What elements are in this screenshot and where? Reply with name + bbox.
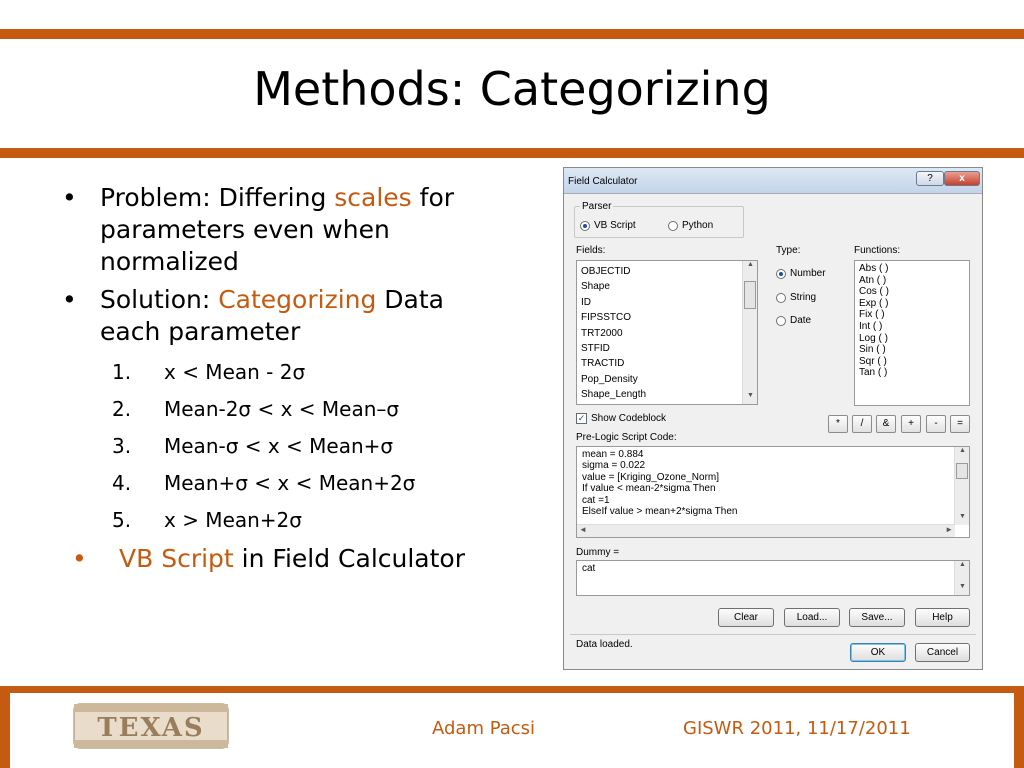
type-label: Type:	[776, 245, 801, 256]
numbered-item: 2. Mean-2σ < x < Mean–σ	[112, 397, 400, 421]
equals-button[interactable]: =	[950, 415, 970, 433]
pre-logic-label: Pre-Logic Script Code:	[576, 432, 677, 443]
list-item[interactable]: Shape_Length	[581, 389, 647, 401]
code-hscrollbar[interactable]	[577, 524, 955, 537]
radio-selected-icon	[580, 221, 590, 231]
radio-selected-icon	[776, 269, 786, 279]
top-accent-bar	[0, 29, 1024, 39]
ok-button[interactable]: OK	[850, 643, 906, 662]
divide-button[interactable]: /	[852, 415, 872, 433]
bullet-dot-icon: •	[62, 285, 77, 314]
numbered-item: 3. Mean-σ < x < Mean+σ	[112, 434, 394, 458]
status-text: Data loaded.	[576, 639, 633, 650]
numbered-list	[62, 354, 502, 539]
numbered-item: 1. x < Mean - 2σ	[112, 360, 306, 384]
parser-vbscript-radio[interactable]: VB Script	[580, 220, 636, 231]
bullet-dot-icon: •	[72, 544, 87, 573]
code-line: cat =1	[582, 494, 610, 506]
clear-button[interactable]: Clear	[718, 608, 774, 627]
list-item[interactable]: Abs ( )	[859, 263, 889, 274]
code-line: ElseIf value > mean+2*sigma Then	[582, 505, 738, 517]
type-date-radio[interactable]: Date	[776, 315, 811, 326]
multiply-button[interactable]: *	[828, 415, 848, 433]
numbered-item: 4. Mean+σ < x < Mean+2σ	[112, 471, 416, 495]
dummy-label: Dummy =	[576, 547, 620, 558]
list-item[interactable]: Shape	[581, 281, 610, 293]
title-underline-bar	[0, 148, 1024, 158]
scroll-down-icon[interactable]: ▼	[747, 392, 754, 399]
radio-icon	[776, 316, 786, 326]
parser-python-radio[interactable]: Python	[668, 220, 713, 231]
code-line: sigma = 0.022	[582, 460, 646, 472]
dialog-divider	[570, 634, 976, 635]
list-item[interactable]: ID	[581, 296, 591, 308]
list-item[interactable]: TRACTID	[581, 358, 625, 370]
scroll-thumb[interactable]	[744, 281, 756, 309]
list-item[interactable]: Atn ( )	[859, 274, 887, 286]
list-item[interactable]: TRT2000	[581, 327, 623, 339]
functions-list[interactable]	[854, 260, 970, 406]
list-item[interactable]: Fix ( )	[859, 309, 885, 321]
type-string-radio[interactable]: String	[776, 292, 816, 303]
cancel-button[interactable]: Cancel	[915, 643, 970, 662]
list-item[interactable]: STFID	[581, 342, 610, 354]
scroll-up-icon[interactable]: ▲	[747, 261, 754, 268]
footer-event: GISWR 2011, 11/17/2011	[683, 718, 911, 739]
slide-title: Methods: Categorizing	[253, 62, 771, 116]
scroll-up-icon[interactable]: ▲	[959, 561, 966, 568]
checkmark-icon: ✓	[577, 413, 586, 423]
help-title-button[interactable]: ?	[916, 171, 944, 186]
bullet-dot-icon: •	[62, 183, 77, 212]
list-item[interactable]: FIPSSTCO	[581, 312, 632, 324]
type-number-radio[interactable]: Number	[776, 268, 826, 279]
code-line: If value < mean-2*sigma Then	[582, 483, 716, 495]
footer-author: Adam Pacsi	[432, 718, 536, 739]
expression-editor[interactable]	[576, 560, 970, 596]
scroll-up-icon[interactable]: ▲	[959, 447, 966, 454]
radio-icon	[776, 293, 786, 303]
expression-text: cat	[582, 563, 596, 574]
expression-scrollbar[interactable]	[954, 561, 969, 595]
accent-text: Categorizing	[218, 285, 377, 314]
code-line: mean = 0.884	[582, 449, 644, 460]
help-button[interactable]: Help	[915, 608, 970, 627]
list-item[interactable]: Sin ( )	[859, 344, 886, 356]
code-line: value = [Kriging_Ozone_Norm]	[582, 471, 720, 483]
minus-button[interactable]: -	[926, 415, 946, 433]
bullet-solution: • Solution: Categorizing Data each parameter	[62, 285, 444, 346]
field-calculator-dialog	[563, 167, 983, 670]
load-button[interactable]: Load...	[784, 608, 840, 627]
list-item[interactable]: Tan ( )	[859, 367, 888, 379]
logo-text: TEXAS	[97, 713, 205, 743]
code-vscrollbar[interactable]	[954, 447, 969, 525]
dialog-titlebar[interactable]	[564, 168, 982, 194]
functions-label: Functions:	[854, 245, 901, 256]
fields-label: Fields:	[576, 245, 606, 256]
list-item[interactable]: Log ( )	[859, 332, 888, 344]
university-logo	[72, 700, 230, 752]
numbered-item: 5. x > Mean+2σ	[112, 508, 302, 532]
radio-icon	[668, 221, 678, 231]
list-item[interactable]: Cos ( )	[859, 286, 889, 298]
scroll-down-icon[interactable]: ▼	[959, 513, 966, 520]
scroll-down-icon[interactable]: ▼	[959, 583, 966, 590]
list-item[interactable]: Pop_Density	[581, 373, 638, 385]
save-button[interactable]: Save...	[849, 608, 905, 627]
accent-text: VB Script	[119, 544, 234, 573]
show-codeblock-checkbox[interactable]: ✓ Show Codeblock	[577, 413, 667, 424]
dialog-title: Field Calculator	[568, 176, 638, 187]
fields-scrollbar[interactable]	[742, 261, 757, 404]
list-item[interactable]: Sqr ( )	[859, 355, 887, 367]
accent-text: scales	[334, 183, 412, 212]
plus-button[interactable]: +	[901, 415, 921, 433]
bullet-list	[62, 182, 502, 581]
bullet-problem: • Problem: Differing scales for parameters even when normalized	[62, 183, 455, 276]
close-button[interactable]: x	[944, 171, 980, 186]
scroll-thumb[interactable]	[956, 463, 968, 479]
parser-label: Parser	[582, 201, 612, 212]
ampersand-button[interactable]: &	[876, 415, 896, 433]
scroll-left-icon[interactable]: ◄	[579, 525, 587, 534]
pre-logic-code-editor[interactable]	[576, 446, 970, 538]
list-item[interactable]: OBJECTID	[581, 266, 631, 277]
bullet-vbscript: • VB Script in Field Calculator	[72, 544, 466, 573]
scroll-right-icon[interactable]: ►	[945, 525, 953, 534]
list-item[interactable]: Exp ( )	[859, 297, 889, 309]
fields-list[interactable]	[576, 260, 758, 405]
list-item[interactable]: Int ( )	[859, 320, 883, 332]
